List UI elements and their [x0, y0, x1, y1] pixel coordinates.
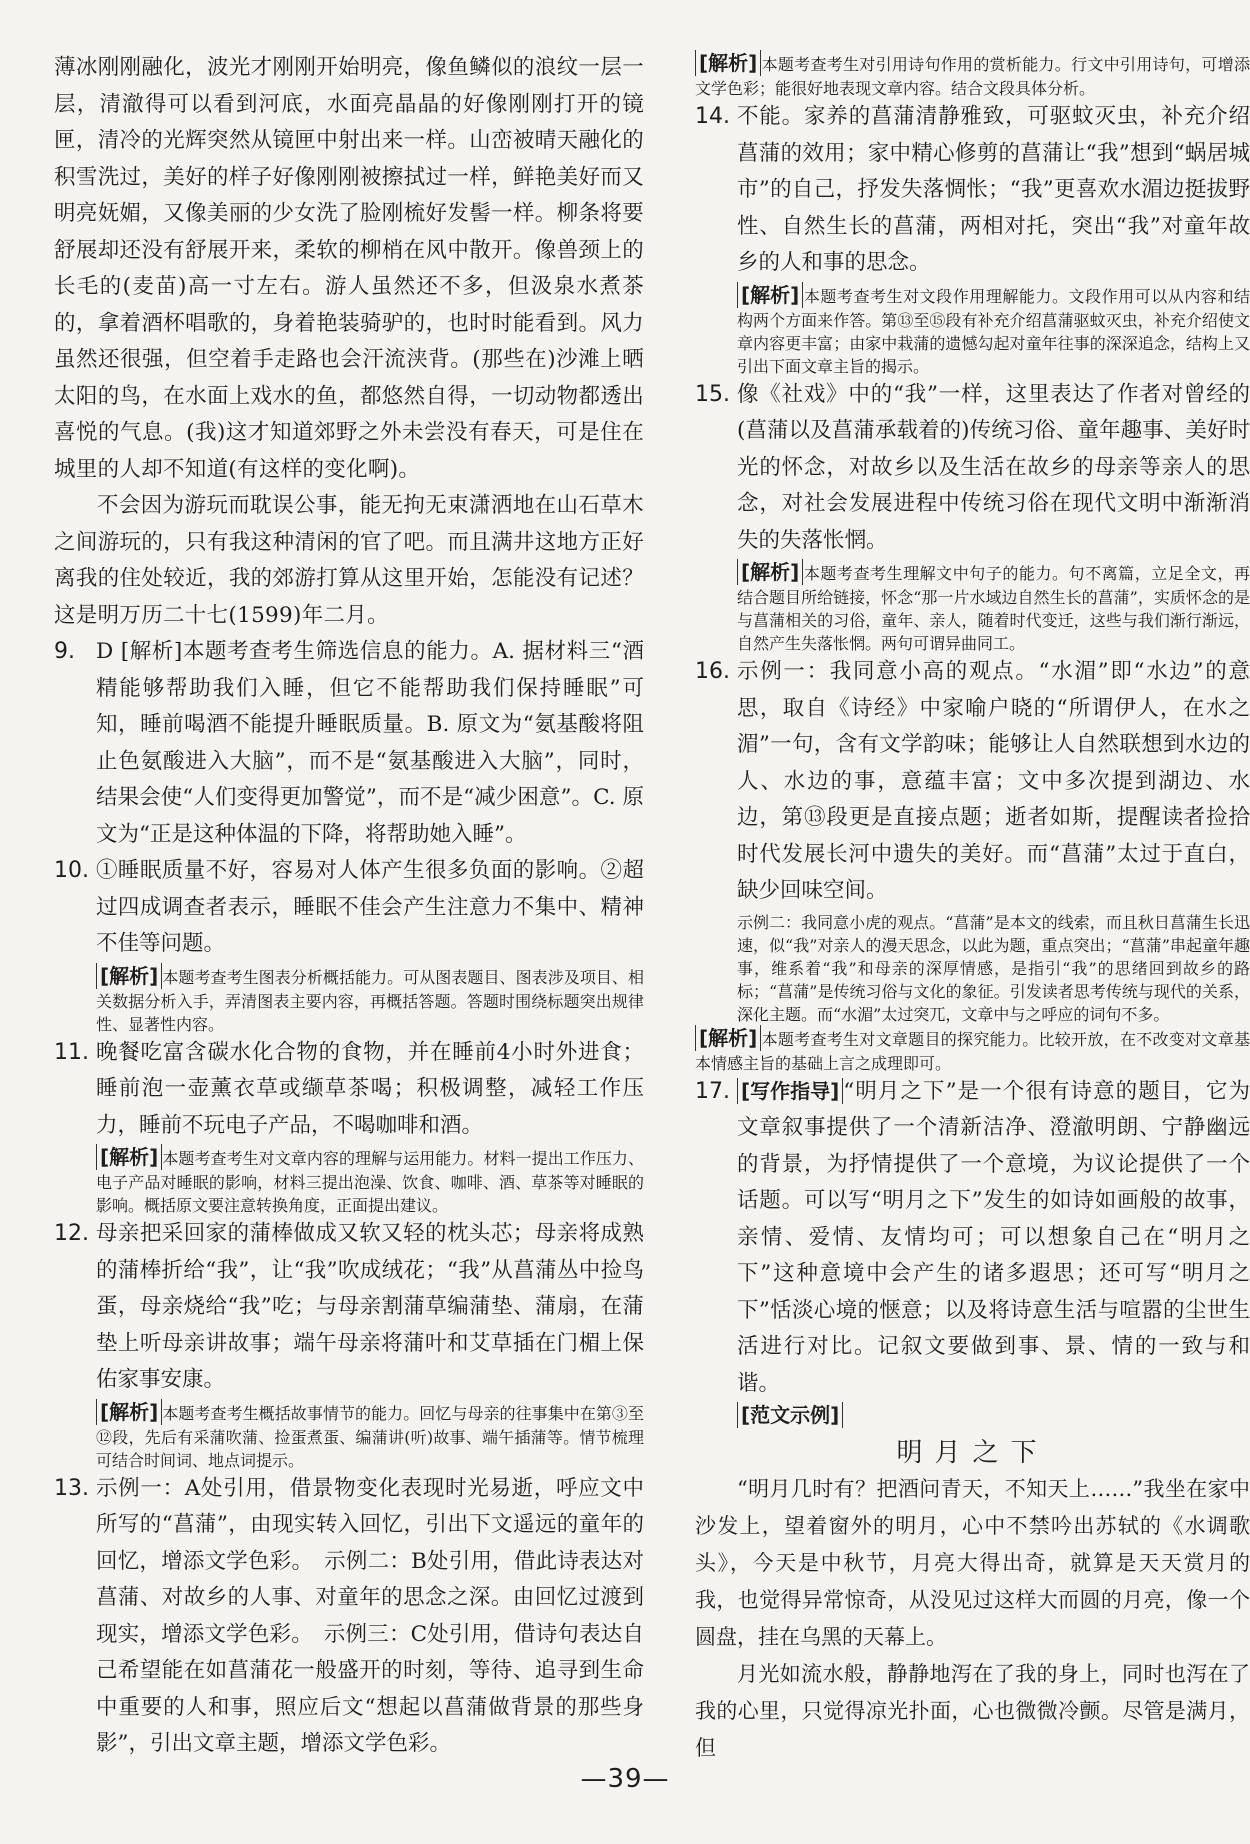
analysis-block — [695, 1025, 1250, 1074]
analysis-text: 本题考查考生概括故事情节的能力。回忆与母亲的往事集中在第③至⑫段，先后有采蒲吹蒲、捡蛋煮蛋、编蒲讲(听)故事、端午插蒲等。情节梳理可结合时间词、地点词提示。 — [96, 1403, 644, 1470]
analysis-block — [54, 963, 644, 1035]
answer-text: 示例一：我同意小高的观点。“水湄”即“水边”的意思，取自《诗经》中家喻户晓的“所谓伊人，在水之湄”一句，含有文学韵味；能够让人自然联想到水边的人、水边的事，意蕴丰富；文中多次提到湖边、水边，第⑬段更是直接点题；逝者如斯，提醒读者捡拾时代发展长河中遗失的美好。而“菖蒲”太过于直白，缺少回味空间。 — [737, 659, 1250, 903]
sample-essay-tag: [ 范文示例 ] — [737, 1402, 843, 1428]
analysis-block — [695, 282, 1250, 377]
essay-paragraph: “明月几时有？把酒问青天，不知天上……”我坐在家中沙发上，望着窗外的明月，心中不禁吟出苏轼的《水调歌头》，今天是中秋节，月亮大得出奇，就算是天天赏月的我，也觉得异常惊奇，从没见过这样大而圆的月亮，像一个圆盘，挂在乌黑的天幕上。 — [695, 1477, 1250, 1649]
answer-item-16 — [695, 654, 1250, 910]
answer-item-14 — [695, 99, 1250, 282]
analysis-text: 本题考查考生图表分析概括能力。可从图表题目、图表涉及项目、相关数据分析入手，弄清图表主要内容，再概括答题。答题时围绕标题突出规律性、显著性内容。 — [96, 967, 644, 1034]
analysis-tag: [ 解析 ] — [737, 282, 803, 308]
item-number: 11. — [54, 1039, 89, 1065]
answer-item-12 — [54, 1216, 644, 1399]
answer-item-9 — [54, 634, 644, 853]
analysis-block — [695, 559, 1250, 654]
translation-paragraph: 薄冰刚刚融化，波光才刚刚开始明亮，像鱼鳞似的浪纹一层一层，清澈得可以看到河底，水面亮晶晶的好像刚刚打开的镜匣，清冷的光辉突然从镜匣中射出来一样。山峦被晴天融化的积雪洗过，美好的样子好像刚刚被擦拭过一样，鲜艳美好而又明亮妩媚，又像美丽的少女洗了脸刚梳好发髻一样。柳条将要舒展却还没有舒展开来，柔软的柳梢在风中散开。像兽颈上的长毛的(麦苗)高一寸左右。游人虽然还不多，但汲泉水煮茶的，拿着酒杯唱歌的，身着艳装骑驴的，也时时能看到。风力虽然还很强，但空着手走路也会汗流浃背。(那些在)沙滩上晒太阳的鸟，在水面上戏水的鱼，都悠然自得，一切动物都透出喜悦的气息。(我)这才知道郊野之外未尝没有春天，可是住在城里的人却不知道(有这样的变化啊)。 — [54, 55, 644, 482]
answer-text: 像《社戏》中的“我”一样，这里表达了作者对曾经的(菖蒲以及菖蒲承载着的)传统习俗、童年趣事、美好时光的怀念，对故乡以及生活在故乡的母亲等亲人的思念，对社会发展进程中传统习俗在现代文明中渐渐消失的失落怅惘。 — [737, 381, 1250, 553]
analysis-tag: [ 解析 ] — [96, 1144, 162, 1170]
analysis-text: 本题考查考生对文段作用理解能力。文段作用可以从内容和结构两个方面来作答。第⑬至⑮段有补充介绍菖蒲驱蚊灭虫，补充介绍使文章内容更丰富；由家中栽蒲的遗憾勾起对童年往事的深深追念，结构上又引出下面文章主旨的揭示。 — [737, 286, 1250, 376]
item-number: 13. — [54, 1475, 89, 1501]
analysis-block — [695, 50, 1250, 99]
item-number: 16. — [695, 659, 730, 684]
page-number: —39— — [580, 1764, 670, 1794]
analysis-tag: [ 解析 ] — [695, 50, 761, 76]
left-column — [54, 50, 644, 1763]
answer-text: 晚餐吃富含碳水化合物的食物，并在睡前4小时外进食；睡前泡一壶薰衣草或缬草茶喝；积极调整，减轻工作压力，睡前不玩电子产品，不喝咖啡和酒。 — [96, 1039, 644, 1138]
answer-text: 不能。家养的菖蒲清静雅致，可驱蚊灭虫，补充介绍菖蒲的效用；家中精心修剪的菖蒲让“我”想到“蜗居城市”的自己，抒发失落惆怅；“我”更喜欢水湄边挺拔野性、自然生长的菖蒲，两相对托，突出“我”对童年故乡的人和事的思念。 — [737, 104, 1250, 275]
answer-text: 示例一：A处引用，借景物变化表现时光易逝，呼应文中所写的“菖蒲”，由现实转入回忆，引出下文遥远的童年的回忆，增添文学色彩。 示例二：B处引用，借此诗表达对菖蒲、对故乡的人事、对童年的思念之深。由回忆过渡到现实，增添文学色彩。 示例三：C处引用，借诗句表达自己希望能在如菖蒲花一般盛开的时刻，等待、追寻到生命中重要的人和事，照应后文“想起以菖蒲做背景的那些身影”，引出文章主题，增添文学色彩。 — [96, 1475, 644, 1756]
analysis-tag: [ 解析 ] — [96, 963, 162, 989]
answer-text: D [解析]本题考查考生筛选信息的能力。A. 据材料三“酒精能够帮助我们入睡，但它不能帮助我们保持睡眠”可知，睡前喝酒不能提升睡眠质量。B. 原文为“氨基酸将阻止色氨酸进入大脑”，而不是“氨基酸进入大脑”，同时，结果会使“人们变得更加警觉”，而不是“减少困意”。C. 原文为“正是这种体温的下降，将帮助她入睡”。 — [96, 639, 644, 847]
answer-text: ①睡眠质量不好，容易对人体产生很多负面的影响。②超过四成调查者表示，睡眠不佳会产生注意力不集中、精神不佳等问题。 — [96, 858, 644, 956]
analysis-text: 本题考查考生对文章内容的理解与运用能力。材料一提出工作压力、电子产品对睡眠的影响，材料三提出泡澡、饮食、咖啡、酒、草茶等对睡眠的影响。概括原文要注意转换角度，正面提出建议。 — [96, 1149, 644, 1215]
item-number: 9. — [54, 639, 75, 664]
writing-guide-tag: [ 写作指导 ] — [737, 1078, 843, 1104]
item-number: 12. — [54, 1221, 89, 1246]
item-number: 10. — [54, 858, 89, 883]
answer-item-17 — [695, 1074, 1250, 1403]
essay-title: 明月之下 — [896, 1438, 1049, 1468]
item-number: 17. — [695, 1078, 730, 1104]
answer-item-15 — [695, 377, 1250, 560]
answer-item-11 — [54, 1035, 644, 1145]
item-number: 14. — [695, 104, 730, 129]
sample-tag-row — [695, 1402, 1250, 1428]
answer-item-13 — [54, 1471, 644, 1763]
essay-paragraph: 月光如流水般，静静地泻在了我的身上，同时也泻在了我的心里，只觉得凉光扑面，心也微微冷颤。尽管是满月，但 — [695, 1662, 1250, 1760]
translation-paragraph: 不会因为游玩而耽误公事，能无拘无束潇洒地在山石草木之间游玩的，只有我这种清闲的官了吧。而且满井这地方正好离我的住处较近，我的郊游打算从这里开始，怎能没有记述？这是明万历二十七(1599)年二月。 — [54, 493, 644, 628]
item-number: 15. — [695, 381, 730, 407]
analysis-block — [54, 1399, 644, 1471]
answer-text: “明月之下”是一个很有诗意的题目，它为文章叙事提供了一个清新洁净、澄澈明朗、宁静幽远的背景，为抒情提供了一个意境，为议论提供了一个话题。可以写“明月之下”发生的如诗如画般的故事，亲情、爱情、友情均可；可以想象自己在“明月之下”这种意境中会产生的诸多遐思；还可写“明月之下”恬淡心境的惬意；以及将诗意生活与喧嚣的尘世生活进行对比。记叙文要做到事、景、情的一致与和谐。 — [737, 1078, 1250, 1396]
analysis-tag: [ 解析 ] — [96, 1399, 162, 1425]
analysis-block — [54, 1144, 644, 1216]
answer-text: 母亲把采回家的蒲棒做成又软又轻的枕头芯；母亲将成熟的蒲棒折给“我”，让“我”吹成绒花；“我”从菖蒲丛中捡鸟蛋，母亲烧给“我”吃；与母亲割蒲草编蒲垫、蒲扇，在蒲垫上听母亲讲故事；端午母亲将蒲叶和艾草插在门楣上保佑家事安康。 — [96, 1221, 644, 1392]
answer-item-10 — [54, 853, 644, 963]
analysis-text: 本题考查考生对引用诗句作用的赏析能力。行文中引用诗句，可增添文学色彩；能很好地表现文章内容。结合文段具体分析。 — [695, 55, 1250, 98]
answer-example-2: 示例二：我同意小虎的观点。“菖蒲”是本文的线索，而且秋日菖蒲生长迅速，似“我”对亲人的漫天思念，以此为题，重点突出；“菖蒲”串起童年趣事，维系着“我”和母亲的深厚情感，是指引“我”的思绪回到故乡的路标；“菖蒲”是传统习俗与文化的象征。引发读者思考传统与现代的关系，深化主题。而“水湄”太过突兀，文章中与之呼应的词句不多。 — [737, 912, 1250, 1024]
analysis-text: 本题考查考生对文章题目的探究能力。比较开放，在不改变对文章基本情感主旨的基础上言之成理即可。 — [695, 1029, 1250, 1073]
analysis-text: 本题考查考生理解文中句子的能力。句不离篇，立足全文，再结合题目所给链接，怀念“那一片水域边自然生长的菖蒲”，实质怀念的是与菖蒲相关的习俗，童年、亲人，随着时代变迁，这些与我们渐行渐远，自然产生失落怅惘。两句可谓异曲同工。 — [737, 564, 1250, 653]
analysis-tag: [ 解析 ] — [737, 559, 803, 585]
analysis-tag: [ 解析 ] — [695, 1025, 761, 1051]
right-column — [695, 50, 1250, 1767]
